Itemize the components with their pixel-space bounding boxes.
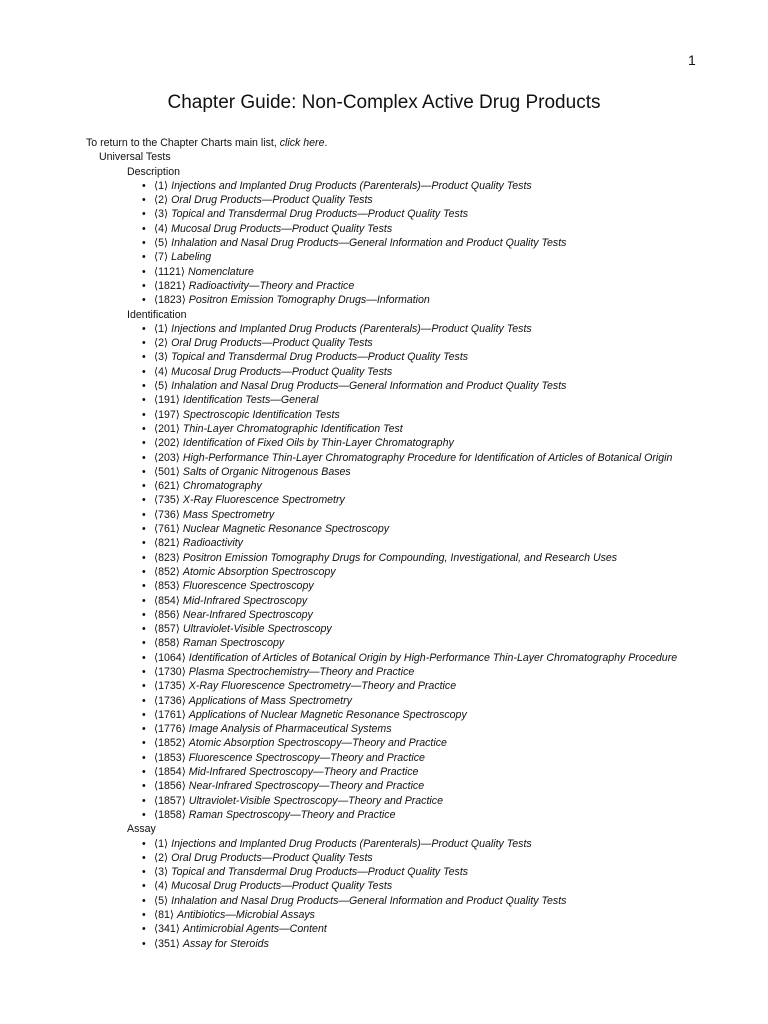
- chapter-list-item: [142, 736, 746, 750]
- chapter-number: ⟨854⟩: [154, 594, 180, 607]
- chapter-number: ⟨4⟩: [154, 365, 169, 378]
- chapter-title: Applications of Mass Spectrometry: [188, 694, 352, 707]
- chapter-number: ⟨1821⟩: [154, 279, 186, 292]
- chapter-title: Nomenclature: [188, 265, 254, 278]
- chapter-number: ⟨341⟩: [154, 923, 180, 936]
- chapter-number: ⟨203⟩: [154, 451, 180, 464]
- chapter-list-item: [142, 493, 746, 507]
- chapter-title: Positron Emission Tomography Drugs for Compounding, Investigational, and Research Uses: [182, 551, 618, 564]
- chapter-list-item: [142, 479, 746, 493]
- chapter-list-item: [142, 636, 746, 650]
- chapter-title: Chromatography: [182, 480, 262, 493]
- chapter-title: Near-Infrared Spectroscopy—Theory and Practice: [188, 780, 425, 793]
- chapter-number: ⟨81⟩: [154, 909, 175, 922]
- intro-line: [86, 136, 746, 150]
- chapter-list-item: [142, 222, 746, 236]
- chapter-title: Oral Drug Products—Product Quality Tests: [171, 337, 373, 350]
- chapter-title: Injections and Implanted Drug Products (Parenterals)—Product Quality Tests: [171, 322, 532, 335]
- chapter-list-item: [142, 436, 746, 450]
- chapter-title: Oral Drug Products—Product Quality Tests: [171, 194, 373, 207]
- chapter-title: X-Ray Fluorescence Spectrometry—Theory and Practice: [188, 680, 457, 693]
- chapter-number: ⟨5⟩: [154, 894, 169, 907]
- chapter-title: Near-Infrared Spectroscopy: [182, 608, 313, 621]
- chapter-number: ⟨1⟩: [154, 322, 169, 335]
- chapter-list-item: [142, 336, 746, 350]
- chapter-title: Nuclear Magnetic Resonance Spectroscopy: [182, 523, 390, 536]
- chapter-title: Identification of Articles of Botanical Origin by High-Performance Thin-Layer Chromatography Procedure: [188, 651, 678, 664]
- chapter-title: Atomic Absorption Spectroscopy—Theory and Practice: [188, 737, 447, 750]
- chapter-list-item: [142, 894, 746, 908]
- chapter-list-item: [142, 851, 746, 865]
- chapter-list-item: [142, 708, 746, 722]
- chapter-number: ⟨853⟩: [154, 580, 180, 593]
- chapter-number: ⟨2⟩: [154, 194, 169, 207]
- chapter-guide-content: [86, 136, 746, 951]
- chapter-title: Injections and Implanted Drug Products (Parenterals)—Product Quality Tests: [171, 179, 532, 192]
- chapter-title: Ultraviolet-Visible Spectroscopy: [182, 623, 332, 636]
- chapter-list-item: [142, 765, 746, 779]
- chapter-number: ⟨3⟩: [154, 866, 169, 879]
- chapter-title: Fluorescence Spectroscopy: [182, 580, 314, 593]
- chapter-list-item: [142, 451, 746, 465]
- chapter-list-item: [142, 207, 746, 221]
- chapter-number: ⟨197⟩: [154, 408, 180, 421]
- chapter-title: Mucosal Drug Products—Product Quality Tests: [171, 880, 393, 893]
- chapter-number: ⟨1823⟩: [154, 294, 186, 307]
- chapter-list-item: [142, 622, 746, 636]
- chapter-number: ⟨1853⟩: [154, 751, 186, 764]
- chapter-number: ⟨191⟩: [154, 394, 180, 407]
- chapter-number: ⟨1736⟩: [154, 694, 186, 707]
- chapter-title: Thin-Layer Chromatographic Identification Test: [182, 422, 403, 435]
- chapter-list-item: [142, 879, 746, 893]
- chapter-title: Assay for Steroids: [182, 937, 269, 950]
- chapter-title: Topical and Transdermal Drug Products—Product Quality Tests: [171, 351, 469, 364]
- chapter-title: Spectroscopic Identification Tests: [182, 408, 340, 421]
- chapter-title: Raman Spectroscopy: [182, 637, 285, 650]
- chapter-title: Inhalation and Nasal Drug Products—General Information and Product Quality Tests: [171, 380, 567, 393]
- chapter-title: Mucosal Drug Products—Product Quality Tests: [171, 365, 393, 378]
- chapter-list-item: [142, 808, 746, 822]
- chapter-list-item: [142, 522, 746, 536]
- chapter-title: Image Analysis of Pharmaceutical Systems: [188, 723, 392, 736]
- chapter-number: ⟨858⟩: [154, 637, 180, 650]
- intro-suffix: .: [324, 137, 328, 149]
- chapter-number: ⟨1⟩: [154, 179, 169, 192]
- chapter-number: ⟨1857⟩: [154, 794, 186, 807]
- chapter-number: ⟨1735⟩: [154, 680, 186, 693]
- chapter-list-identification: [86, 322, 746, 822]
- chapter-list-item: [142, 365, 746, 379]
- chapter-number: ⟨202⟩: [154, 437, 180, 450]
- chapter-number: ⟨856⟩: [154, 608, 180, 621]
- chapter-list-item: [142, 350, 746, 364]
- chapter-number: ⟨857⟩: [154, 623, 180, 636]
- chapter-list-item: [142, 193, 746, 207]
- chapter-number: ⟨351⟩: [154, 937, 180, 950]
- chapter-list-item: [142, 937, 746, 951]
- chapter-list-item: [142, 565, 746, 579]
- chapter-title: Radioactivity: [182, 537, 243, 550]
- chapter-list-item: [142, 422, 746, 436]
- chapter-list-item: [142, 779, 746, 793]
- chapter-number: ⟨5⟩: [154, 380, 169, 393]
- chapter-number: ⟨1856⟩: [154, 780, 186, 793]
- chapter-list-description: [86, 179, 746, 308]
- chapter-list-item: [142, 922, 746, 936]
- chapter-title: Mass Spectrometry: [182, 508, 275, 521]
- chapter-title: Mid-Infrared Spectroscopy—Theory and Practice: [188, 766, 419, 779]
- chapter-number: ⟨761⟩: [154, 523, 180, 536]
- chapter-list-item: [142, 794, 746, 808]
- chapter-title: Oral Drug Products—Product Quality Tests: [171, 851, 373, 864]
- chapter-list-item: [142, 536, 746, 550]
- chapter-title: Mucosal Drug Products—Product Quality Tests: [171, 222, 393, 235]
- chapter-title: Raman Spectroscopy—Theory and Practice: [188, 808, 396, 821]
- chapter-number: ⟨501⟩: [154, 465, 180, 478]
- chapter-list-item: [142, 837, 746, 851]
- chapter-number: ⟨1858⟩: [154, 808, 186, 821]
- chapter-list-item: [142, 265, 746, 279]
- chapter-title: Identification Tests—General: [182, 394, 319, 407]
- intro-text: To return to the Chapter Charts main list,: [86, 137, 280, 149]
- chapter-list-item: [142, 665, 746, 679]
- page-title: Chapter Guide: Non-Complex Active Drug Products: [167, 92, 601, 113]
- chapter-list-item: [142, 651, 746, 665]
- chapter-title: Fluorescence Spectroscopy—Theory and Practice: [188, 751, 425, 764]
- chapter-title: Identification of Fixed Oils by Thin-Layer Chromatography: [182, 437, 454, 450]
- chapter-list-item: [142, 594, 746, 608]
- chapter-number: ⟨1730⟩: [154, 665, 186, 678]
- chapter-number: ⟨1121⟩: [154, 265, 186, 278]
- chapter-number: ⟨4⟩: [154, 880, 169, 893]
- chapter-list-item: [142, 408, 746, 422]
- chapter-number: ⟨2⟩: [154, 851, 169, 864]
- chapter-number: ⟨3⟩: [154, 351, 169, 364]
- chapter-number: ⟨1854⟩: [154, 766, 186, 779]
- chapter-number: ⟨736⟩: [154, 508, 180, 521]
- chapter-number: ⟨821⟩: [154, 537, 180, 550]
- chapter-list-item: [142, 236, 746, 250]
- chapter-number: ⟨5⟩: [154, 237, 169, 250]
- chapter-title: X-Ray Fluorescence Spectrometry: [182, 494, 345, 507]
- chapter-number: ⟨621⟩: [154, 480, 180, 493]
- chapter-title: Labeling: [171, 251, 212, 264]
- chapter-title: Radioactivity—Theory and Practice: [188, 279, 355, 292]
- chapter-list-item: [142, 694, 746, 708]
- chapter-list-item: [142, 908, 746, 922]
- chapter-number: ⟨2⟩: [154, 337, 169, 350]
- chapter-title: Positron Emission Tomography Drugs—Information: [188, 294, 430, 307]
- chapter-list-item: [142, 508, 746, 522]
- chapter-list-item: [142, 722, 746, 736]
- chapter-list-item: [142, 279, 746, 293]
- chapter-list-item: [142, 393, 746, 407]
- chapter-title: Mid-Infrared Spectroscopy: [182, 594, 308, 607]
- chapter-title: Salts of Organic Nitrogenous Bases: [182, 465, 351, 478]
- chapter-title: Ultraviolet-Visible Spectroscopy—Theory and Practice: [188, 794, 443, 807]
- chapter-list-item: [142, 751, 746, 765]
- page-number: 1: [688, 52, 696, 68]
- chapter-title: Applications of Nuclear Magnetic Resonance Spectroscopy: [188, 708, 467, 721]
- chapter-number: ⟨1⟩: [154, 837, 169, 850]
- chapter-number: ⟨201⟩: [154, 422, 180, 435]
- sections-container: [86, 165, 746, 951]
- chapter-number: ⟨823⟩: [154, 551, 180, 564]
- chapter-number: ⟨1776⟩: [154, 723, 186, 736]
- chapter-list-item: [142, 579, 746, 593]
- chapter-list-item: [142, 679, 746, 693]
- chapter-list-item: [142, 179, 746, 193]
- section-heading-description: Description: [127, 165, 180, 178]
- chapter-title: Plasma Spectrochemistry—Theory and Practice: [188, 665, 415, 678]
- chapter-title: Topical and Transdermal Drug Products—Product Quality Tests: [171, 208, 469, 221]
- universal-tests-heading: Universal Tests: [99, 151, 171, 164]
- chapter-list-item: [142, 551, 746, 565]
- chapter-list-item: [142, 379, 746, 393]
- section-heading-assay: Assay: [127, 823, 156, 836]
- chapter-title: Atomic Absorption Spectroscopy: [182, 565, 336, 578]
- chapter-title: Injections and Implanted Drug Products (Parenterals)—Product Quality Tests: [171, 837, 532, 850]
- chapter-number: ⟨1761⟩: [154, 708, 186, 721]
- chapter-list-item: [142, 865, 746, 879]
- chapter-list-item: [142, 322, 746, 336]
- chapter-number: ⟨4⟩: [154, 222, 169, 235]
- chapter-title: Inhalation and Nasal Drug Products—General Information and Product Quality Tests: [171, 894, 567, 907]
- chapter-number: ⟨7⟩: [154, 251, 169, 264]
- chapter-list-assay: [86, 837, 746, 951]
- chapter-list-item: [142, 465, 746, 479]
- chapter-list-item: [142, 293, 746, 307]
- chapter-list-item: [142, 250, 746, 264]
- chapter-title: Topical and Transdermal Drug Products—Product Quality Tests: [171, 866, 469, 879]
- section-heading-identification: Identification: [127, 308, 187, 321]
- chapter-number: ⟨735⟩: [154, 494, 180, 507]
- chapter-number: ⟨1064⟩: [154, 651, 186, 664]
- chapter-title: Antimicrobial Agents—Content: [182, 923, 327, 936]
- click-here-link[interactable]: click here: [279, 137, 325, 149]
- chapter-number: ⟨1852⟩: [154, 737, 186, 750]
- chapter-number: ⟨3⟩: [154, 208, 169, 221]
- chapter-title: Antibiotics—Microbial Assays: [177, 909, 315, 922]
- chapter-number: ⟨852⟩: [154, 565, 180, 578]
- chapter-list-item: [142, 608, 746, 622]
- chapter-title: Inhalation and Nasal Drug Products—General Information and Product Quality Tests: [171, 237, 567, 250]
- chapter-title: High-Performance Thin-Layer Chromatography Procedure for Identification of Articles of Botanical Origin: [182, 451, 673, 464]
